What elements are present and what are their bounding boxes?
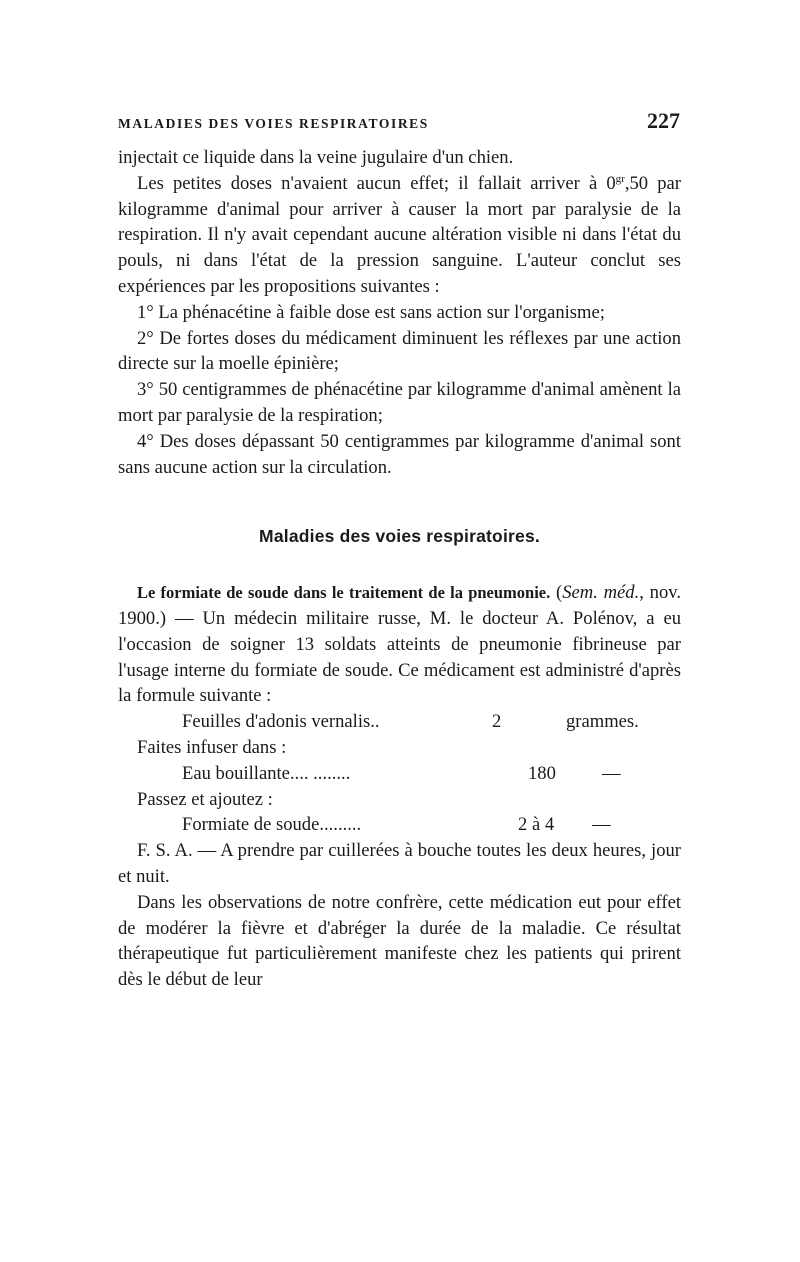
paragraph-observations: Dans les observations de notre confrère, cette médication eut pour effet de modérer la fièvre et d'abréger la durée de la maladie. Ce résultat thérapeutique fut particulièrement manifeste chez les patients qui prirent dès le début de leur [118, 891, 681, 991]
recipe-unit: grammes. [566, 711, 639, 733]
recipe-quantity: 2 [492, 711, 502, 733]
recipe-row [118, 761, 681, 787]
proposition-2: 2° De fortes doses du médicament diminuent les réflexes par une action directe sur la moelle épinière; [118, 327, 681, 375]
proposition-4: 4° Des doses dépassant 50 centigrammes par kilogramme d'animal sont sans aucune action sur la circulation. [118, 430, 681, 478]
body-text [118, 145, 681, 993]
recipe-instruction: Faites infuser dans : [137, 736, 287, 758]
recipe-ingredient: Feuilles d'adonis vernalis.. [182, 711, 380, 733]
recipe-formula [118, 709, 681, 838]
recipe-unit: — [602, 762, 621, 784]
recipe-ingredient: Formiate de soude......... [182, 814, 362, 836]
recipe-row [118, 709, 681, 735]
page-header [118, 104, 684, 140]
source-date: , nov. 1900.) [118, 582, 681, 629]
source-paren: ( [556, 582, 563, 604]
running-title: MALADIES DES VOIES RESPIRATOIRES [118, 116, 429, 131]
proposition-1: 1° La phénacétine à faible dose est sans action sur l'organisme; [137, 301, 605, 323]
paragraph-continuation: injectait ce liquide dans la veine jugulaire d'un chien. [118, 147, 514, 168]
recipe-row [118, 812, 681, 838]
article-text: — Un médecin militaire russe, M. le docteur A. Polénov, a eu l'occasion de soigner 13 soldats atteints de pneumonie fibrineuse par l'usage interne du formiate de soude. Ce médicament est administré d'après la formule suivante : [118, 607, 681, 707]
page-number: 227 [647, 108, 680, 133]
paragraph-dosage: F. S. A. — A prendre par cuillerées à bouche toutes les deux heures, jour et nuit. [118, 840, 681, 887]
recipe-quantity: 180 [528, 762, 556, 784]
source-journal: Sem. méd. [562, 582, 640, 604]
superscript-gr: gr [615, 172, 625, 185]
recipe-instruction: Passez et ajoutez : [137, 788, 273, 810]
section-title: Maladies des voies respiratoires. [259, 526, 540, 547]
paragraph-doses [118, 171, 681, 300]
article-title: Le formiate de soude dans le traitement de la pneumonie. [137, 583, 551, 603]
proposition-3: 3° 50 centigrammes de phénacétine par kilogramme d'animal amènent la mort par paralysie de la respiration; [118, 379, 681, 426]
recipe-ingredient: Eau bouillante.... ........ [182, 762, 351, 784]
paragraph-doses-text: Les petites doses n'avaient aucun effet; il fallait arriver à 0 [137, 172, 616, 194]
article-paragraph [118, 580, 681, 709]
recipe-quantity: 2 à 4 [518, 814, 555, 836]
recipe-row [118, 735, 681, 761]
recipe-unit: — [592, 814, 611, 836]
recipe-row [118, 787, 681, 813]
paragraph-doses-rest: ,50 par kilogramme d'animal pour arriver à causer la mort par paralysie de la respiration. Il n'y avait cependant aucune altération visible ni dans l'état du pouls, ni dans l'état de la pression sanguine. L'auteur conclut ses expériences par les propositions suivantes : [118, 172, 681, 297]
